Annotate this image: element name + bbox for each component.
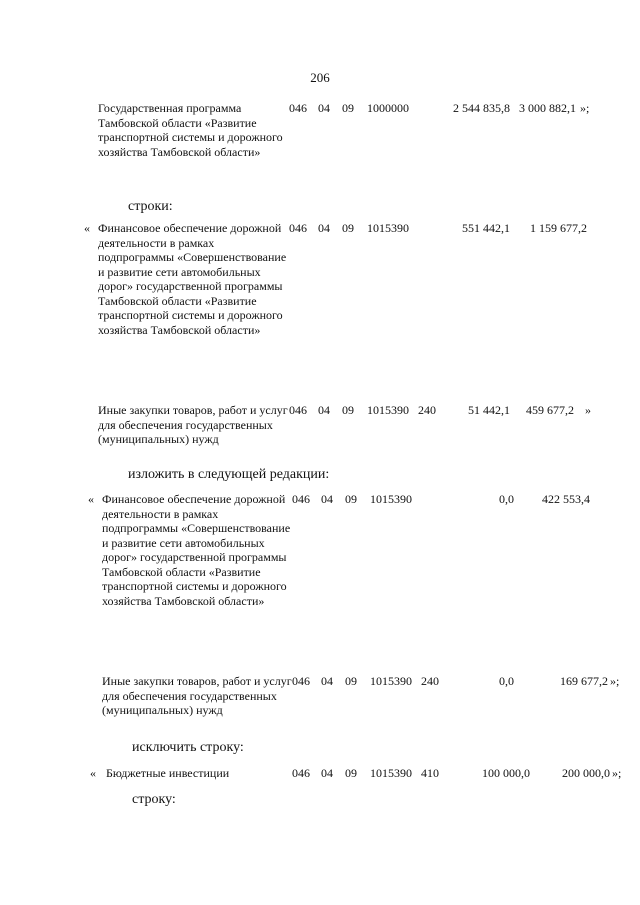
heading-exclude-row: исключить строку: — [132, 740, 244, 755]
row-code-ministry: 046 — [289, 101, 307, 115]
row-value-2: 422 553,4 — [542, 492, 590, 506]
row-code-expense-type: 240 — [421, 674, 439, 688]
heading-rows-before: строки: — [128, 199, 173, 214]
row-code-ministry: 046 — [292, 766, 310, 780]
row-code-subsection: 09 — [342, 101, 354, 115]
row-code-subsection: 09 — [345, 492, 357, 506]
row-code-section: 04 — [321, 766, 333, 780]
row-code-target: 1015390 — [370, 766, 412, 780]
row-opening-quote: « — [84, 221, 90, 235]
row-description: Государственная программа Тамбовской области «Развитие транспортной системы и дорожного хозяйства Тамбовской области» — [98, 101, 283, 159]
row-code-section: 04 — [321, 674, 333, 688]
row-closing-quote: » — [585, 403, 591, 417]
row-code-ministry: 046 — [292, 674, 310, 688]
row-code-target: 1000000 — [367, 101, 409, 115]
row-value-1: 100 000,0 — [482, 766, 530, 780]
row-code-subsection: 09 — [345, 674, 357, 688]
row-code-expense-type: 240 — [418, 403, 436, 417]
row-value-2: 3 000 882,1 — [519, 101, 576, 115]
row-opening-quote: « — [90, 766, 96, 780]
row-code-section: 04 — [321, 492, 333, 506]
row-code-target: 1015390 — [370, 492, 412, 506]
row-code-target: 1015390 — [367, 221, 409, 235]
row-description: Иные закупки товаров, работ и услуг для обеспечения государственных (муниципальных) нужд — [102, 674, 292, 717]
row-code-section: 04 — [318, 101, 330, 115]
row-value-1: 51 442,1 — [468, 403, 510, 417]
heading-row-after: строку: — [132, 792, 176, 807]
row-code-ministry: 046 — [289, 403, 307, 417]
row-value-1: 551 442,1 — [462, 221, 510, 235]
row-closing-quote: »; — [580, 101, 590, 115]
row-code-subsection: 09 — [342, 403, 354, 417]
row-code-subsection: 09 — [345, 766, 357, 780]
row-value-2: 1 159 677,2 — [530, 221, 587, 235]
row-description: Финансовое обеспечение дорожной деятельности в рамках подпрограммы «Совершенствование и развитие сети автомобильных дорог» государственной программы Тамбовской области «Развитие транспортной системы и дорожного хозяйства Тамбовской области» — [102, 492, 291, 608]
row-value-1: 2 544 835,8 — [453, 101, 510, 115]
heading-new-edition: изложить в следующей редакции: — [128, 467, 330, 482]
row-code-target: 1015390 — [367, 403, 409, 417]
row-opening-quote: « — [88, 492, 94, 506]
row-code-subsection: 09 — [342, 221, 354, 235]
row-code-section: 04 — [318, 221, 330, 235]
row-code-ministry: 046 — [289, 221, 307, 235]
row-code-expense-type: 410 — [421, 766, 439, 780]
row-code-target: 1015390 — [370, 674, 412, 688]
row-code-section: 04 — [318, 403, 330, 417]
row-value-1: 0,0 — [499, 492, 514, 506]
row-value-2: 459 677,2 — [526, 403, 574, 417]
row-description: Финансовое обеспечение дорожной деятельности в рамках подпрограммы «Совершенствование и развитие сети автомобильных дорог» государственной программы Тамбовской области «Развитие транспортной системы и дорожного хозяйства Тамбовской области» — [98, 221, 287, 337]
page-number: 206 — [310, 70, 330, 85]
row-closing-quote: »; — [610, 674, 620, 688]
row-value-2: 200 000,0 — [562, 766, 610, 780]
row-value-1: 0,0 — [499, 674, 514, 688]
row-description: Иные закупки товаров, работ и услуг для обеспечения государственных (муниципальных) нужд — [98, 403, 288, 446]
row-value-2: 169 677,2 — [560, 674, 608, 688]
row-code-ministry: 046 — [292, 492, 310, 506]
row-closing-quote: »; — [612, 766, 622, 780]
row-description: Бюджетные инвестиции — [106, 766, 230, 780]
